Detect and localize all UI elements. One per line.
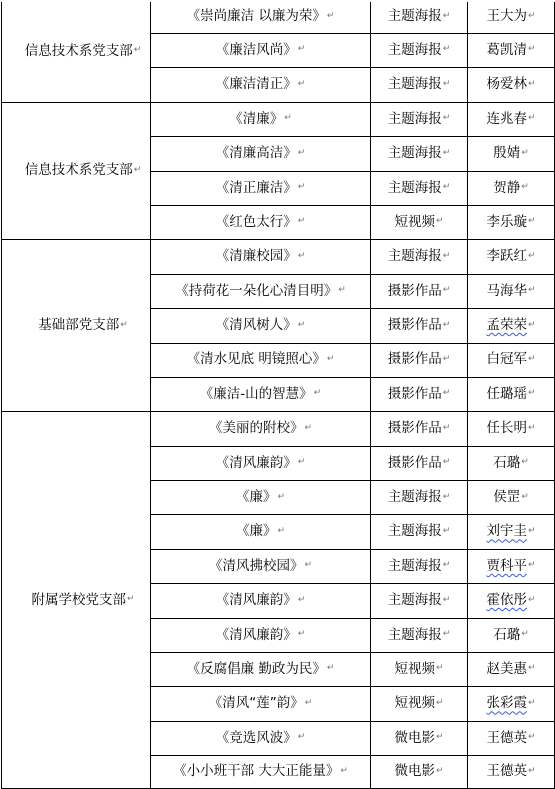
- work-type: 微电影: [394, 763, 435, 780]
- paragraph-mark-icon: ↵: [527, 663, 536, 674]
- work-author: 贺静: [493, 179, 521, 196]
- paragraph-mark-icon: ↵: [442, 285, 451, 296]
- work-title: 《美丽的附校》: [208, 420, 304, 437]
- work-author-cell: [468, 653, 555, 687]
- work-type: 主题海报: [387, 145, 442, 162]
- work-author: 王德英: [486, 763, 527, 780]
- paragraph-mark-icon: ↵: [442, 629, 451, 640]
- work-type: 摄影作品: [387, 420, 442, 437]
- work-title-cell: [151, 412, 371, 446]
- work-type-cell: [371, 171, 468, 205]
- work-title-cell: [151, 756, 371, 789]
- work-type-cell: [371, 137, 468, 171]
- paragraph-mark-icon: ↵: [297, 216, 306, 227]
- work-title: 《清风拂校园》: [208, 557, 304, 574]
- work-type-cell: [371, 68, 468, 102]
- work-author: 李乐璇: [486, 213, 527, 230]
- work-author-cell: [468, 549, 555, 583]
- work-type: 短视频: [394, 660, 435, 677]
- work-title-cell: [151, 343, 371, 377]
- work-type: 主题海报: [387, 523, 442, 540]
- work-author-cell: [468, 34, 555, 68]
- work-author: 王大为: [486, 8, 527, 25]
- work-author: 连兆春: [486, 110, 527, 127]
- work-type-cell: [371, 102, 468, 136]
- paragraph-mark-icon: ↵: [297, 44, 306, 55]
- works-table: [1, 0, 555, 789]
- paragraph-mark-icon: ↵: [284, 113, 292, 124]
- work-title-cell: [151, 446, 371, 480]
- work-author-cell: [468, 446, 555, 480]
- work-author-cell: [468, 137, 555, 171]
- work-author: 王德英: [486, 729, 527, 746]
- work-author: 葛凯清: [486, 41, 527, 58]
- work-author-cell: [468, 68, 555, 102]
- work-title-cell: [151, 515, 371, 549]
- paragraph-mark-icon: ↵: [435, 765, 444, 776]
- table-row: [2, 412, 555, 446]
- work-type: 主题海报: [387, 110, 442, 127]
- work-title: 《清风廉韵》: [215, 592, 297, 609]
- work-title: 《清风廉韵》: [215, 454, 297, 471]
- work-author-cell: [468, 274, 555, 308]
- paragraph-mark-icon: ↵: [527, 594, 536, 605]
- work-title-cell: [151, 618, 371, 652]
- work-type: 短视频: [394, 695, 435, 712]
- paragraph-mark-icon: ↵: [338, 285, 346, 296]
- branch-cell: [2, 102, 151, 240]
- work-type-cell: [371, 618, 468, 652]
- work-title-cell: [151, 481, 371, 515]
- paragraph-mark-icon: ↵: [126, 594, 135, 604]
- paragraph-mark-icon: ↵: [527, 525, 536, 536]
- work-title-cell: [151, 240, 371, 274]
- work-type: 摄影作品: [387, 317, 442, 334]
- branch-name: 附属学校党支部: [31, 591, 126, 608]
- work-title-cell: [151, 687, 371, 721]
- paragraph-mark-icon: ↵: [297, 457, 306, 468]
- work-author: 赵美惠: [486, 660, 527, 677]
- work-type-cell: [371, 515, 468, 549]
- paragraph-mark-icon: ↵: [297, 182, 306, 192]
- work-title-cell: [151, 653, 371, 687]
- paragraph-mark-icon: ↵: [442, 491, 451, 502]
- paragraph-mark-icon: ↵: [297, 319, 306, 330]
- work-author: 白冠军: [486, 351, 527, 368]
- work-title: 《清风树人》: [215, 317, 297, 334]
- paragraph-mark-icon: ↵: [527, 10, 536, 21]
- work-author-cell: [468, 102, 555, 136]
- work-title: 《廉》: [235, 523, 277, 540]
- work-type: 主题海报: [387, 626, 442, 643]
- paragraph-mark-icon: ↵: [297, 78, 306, 89]
- work-title-cell: [151, 68, 371, 102]
- branch-cell: [2, 412, 151, 789]
- table-row: [2, 1, 555, 34]
- work-title-cell: [151, 274, 371, 308]
- paragraph-mark-icon: ↵: [442, 182, 451, 192]
- work-type-cell: [371, 756, 468, 789]
- work-type-cell: [371, 481, 468, 515]
- work-type: 主题海报: [387, 8, 442, 25]
- paragraph-mark-icon: ↵: [442, 525, 451, 536]
- work-title: 《廉洁-山的智慧》: [199, 385, 313, 402]
- work-author: 杨爱林: [486, 76, 527, 93]
- work-author: 张彩霞: [486, 695, 527, 712]
- work-author-cell: [468, 756, 555, 789]
- paragraph-mark-icon: ↵: [442, 457, 451, 468]
- work-author-cell: [468, 412, 555, 446]
- paragraph-mark-icon: ↵: [527, 353, 536, 364]
- work-type: 主题海报: [387, 592, 442, 609]
- paragraph-mark-icon: ↵: [442, 388, 451, 399]
- work-title-cell: [151, 1, 371, 34]
- work-title-cell: [151, 549, 371, 583]
- work-title-cell: [151, 137, 371, 171]
- work-author-cell: [468, 1, 555, 34]
- work-type-cell: [371, 309, 468, 343]
- paragraph-mark-icon: ↵: [527, 44, 536, 55]
- work-type-cell: [371, 1, 468, 34]
- branch-cell: [2, 1, 151, 103]
- work-type-cell: [371, 34, 468, 68]
- work-author: 侯罡: [493, 489, 521, 506]
- paragraph-mark-icon: ↵: [527, 732, 536, 743]
- work-author: 石璐: [493, 626, 521, 643]
- paragraph-mark-icon: ↵: [297, 594, 306, 605]
- paragraph-mark-icon: ↵: [442, 113, 451, 124]
- work-title-cell: [151, 377, 371, 411]
- paragraph-mark-icon: ↵: [527, 319, 536, 330]
- paragraph-mark-icon: ↵: [521, 629, 529, 640]
- paragraph-mark-icon: ↵: [435, 216, 444, 227]
- work-title-cell: [151, 102, 371, 136]
- work-type-cell: [371, 549, 468, 583]
- paragraph-mark-icon: ↵: [435, 697, 444, 708]
- paragraph-mark-icon: ↵: [527, 765, 536, 776]
- work-title-cell: [151, 721, 371, 755]
- work-type-cell: [371, 343, 468, 377]
- work-title: 《持荷花一朵化心清目明》: [175, 282, 338, 299]
- paragraph-mark-icon: ↵: [521, 491, 529, 502]
- work-author-cell: [468, 343, 555, 377]
- work-title: 《廉》: [235, 489, 277, 506]
- paragraph-mark-icon: ↵: [442, 353, 451, 364]
- work-author-cell: [468, 481, 555, 515]
- paragraph-mark-icon: ↵: [442, 44, 451, 55]
- work-type-cell: [371, 721, 468, 755]
- paragraph-mark-icon: ↵: [313, 388, 322, 399]
- work-title: 《崇尚廉洁 以廉为荣》: [186, 8, 326, 25]
- paragraph-mark-icon: ↵: [326, 10, 335, 21]
- paragraph-mark-icon: ↵: [133, 164, 142, 175]
- work-author-cell: [468, 309, 555, 343]
- work-title: 《清正廉洁》: [215, 179, 297, 196]
- work-type-cell: [371, 687, 468, 721]
- work-author-cell: [468, 171, 555, 205]
- work-author: 任长明: [486, 420, 527, 437]
- paragraph-mark-icon: ↵: [442, 250, 451, 261]
- work-type-cell: [371, 274, 468, 308]
- work-author-cell: [468, 618, 555, 652]
- work-author-cell: [468, 721, 555, 755]
- work-type: 微电影: [394, 729, 435, 746]
- paragraph-mark-icon: ↵: [326, 353, 335, 364]
- work-title: 《红色太行》: [215, 213, 297, 230]
- paragraph-mark-icon: ↵: [442, 319, 451, 330]
- paragraph-mark-icon: ↵: [527, 422, 536, 433]
- paragraph-mark-icon: ↵: [442, 147, 451, 158]
- work-title: 《清风“莲”韵》: [208, 695, 304, 712]
- paragraph-mark-icon: ↵: [297, 250, 306, 261]
- work-type: 摄影作品: [387, 454, 442, 471]
- work-type-cell: [371, 446, 468, 480]
- work-author: 李跃红: [486, 248, 527, 265]
- works-table-body: [2, 1, 555, 789]
- branch-name: 基础部党支部: [38, 317, 120, 334]
- work-author-cell: [468, 377, 555, 411]
- work-type: 主题海报: [387, 76, 442, 93]
- paragraph-mark-icon: ↵: [442, 560, 451, 571]
- table-row: [2, 102, 555, 136]
- work-author-cell: [468, 687, 555, 721]
- work-type: 摄影作品: [387, 385, 442, 402]
- paragraph-mark-icon: ↵: [527, 113, 536, 124]
- work-title: 《小小班干部 大大正能量》: [173, 763, 340, 780]
- paragraph-mark-icon: ↵: [521, 147, 529, 158]
- paragraph-mark-icon: ↵: [277, 491, 286, 502]
- page-top-edge: [0, 0, 555, 2]
- work-title: 《廉洁清正》: [215, 76, 297, 93]
- work-title: 《竞选风波》: [215, 729, 297, 746]
- work-title: 《清廉》: [229, 110, 284, 127]
- paragraph-mark-icon: ↵: [521, 457, 529, 468]
- paragraph-mark-icon: ↵: [297, 147, 306, 158]
- paragraph-mark-icon: ↵: [442, 594, 451, 605]
- work-author: 任璐瑶: [486, 385, 527, 402]
- paragraph-mark-icon: ↵: [297, 732, 306, 743]
- paragraph-mark-icon: ↵: [120, 319, 128, 330]
- work-type-cell: [371, 205, 468, 239]
- paragraph-mark-icon: ↵: [527, 697, 536, 708]
- work-type-cell: [371, 377, 468, 411]
- work-type: 主题海报: [387, 489, 442, 506]
- paragraph-mark-icon: ↵: [527, 285, 536, 296]
- work-title-cell: [151, 309, 371, 343]
- work-author-cell: [468, 515, 555, 549]
- paragraph-mark-icon: ↵: [527, 560, 536, 571]
- paragraph-mark-icon: ↵: [527, 250, 536, 261]
- paragraph-mark-icon: ↵: [527, 78, 536, 89]
- work-author: 石璐: [493, 454, 521, 471]
- paragraph-mark-icon: ↵: [304, 422, 313, 433]
- work-author: 霍依彤: [486, 592, 527, 609]
- work-type: 主题海报: [387, 179, 442, 196]
- work-title: 《清风廉韵》: [215, 626, 297, 643]
- paragraph-mark-icon: ↵: [304, 560, 313, 571]
- work-type-cell: [371, 412, 468, 446]
- work-type: 摄影作品: [387, 282, 442, 299]
- paragraph-mark-icon: ↵: [521, 182, 529, 192]
- work-title: 《廉洁风尚》: [215, 41, 297, 58]
- work-author-cell: [468, 584, 555, 618]
- work-type: 主题海报: [387, 557, 442, 574]
- work-type: 摄影作品: [387, 351, 442, 368]
- paragraph-mark-icon: ↵: [435, 663, 444, 674]
- work-title: 《清廉高洁》: [215, 145, 297, 162]
- work-type-cell: [371, 584, 468, 618]
- paragraph-mark-icon: ↵: [442, 10, 451, 21]
- paragraph-mark-icon: ↵: [304, 697, 313, 708]
- paragraph-mark-icon: ↵: [435, 732, 444, 743]
- work-title-cell: [151, 205, 371, 239]
- work-author: 殷婧: [493, 145, 521, 162]
- work-author: 刘宇圭: [486, 523, 527, 540]
- work-author: 贾科平: [486, 557, 527, 574]
- work-title: 《反腐倡廉 勤政为民》: [186, 660, 326, 677]
- paragraph-mark-icon: ↵: [297, 629, 306, 640]
- branch-cell: [2, 240, 151, 412]
- work-author-cell: [468, 205, 555, 239]
- branch-name: 信息技术系党支部: [24, 162, 133, 179]
- work-author: 孟荣荣: [486, 317, 527, 334]
- work-author: 马海华: [486, 282, 527, 299]
- paragraph-mark-icon: ↵: [326, 663, 335, 674]
- work-type: 短视频: [394, 213, 435, 230]
- work-type-cell: [371, 240, 468, 274]
- work-title-cell: [151, 34, 371, 68]
- work-type: 主题海报: [387, 248, 442, 265]
- work-title-cell: [151, 171, 371, 205]
- work-title: 《清水见底 明镜照心》: [186, 351, 326, 368]
- paragraph-mark-icon: ↵: [133, 45, 142, 56]
- paragraph-mark-icon: ↵: [442, 422, 451, 433]
- table-row: [2, 240, 555, 274]
- paragraph-mark-icon: ↵: [527, 388, 536, 399]
- paragraph-mark-icon: ↵: [340, 765, 348, 776]
- paragraph-mark-icon: ↵: [277, 525, 286, 536]
- paragraph-mark-icon: ↵: [442, 78, 451, 89]
- branch-name: 信息技术系党支部: [24, 42, 133, 59]
- work-type-cell: [371, 653, 468, 687]
- work-type: 主题海报: [387, 41, 442, 58]
- work-author-cell: [468, 240, 555, 274]
- paragraph-mark-icon: ↵: [527, 216, 536, 227]
- work-title: 《清廉校园》: [215, 248, 297, 265]
- work-title-cell: [151, 584, 371, 618]
